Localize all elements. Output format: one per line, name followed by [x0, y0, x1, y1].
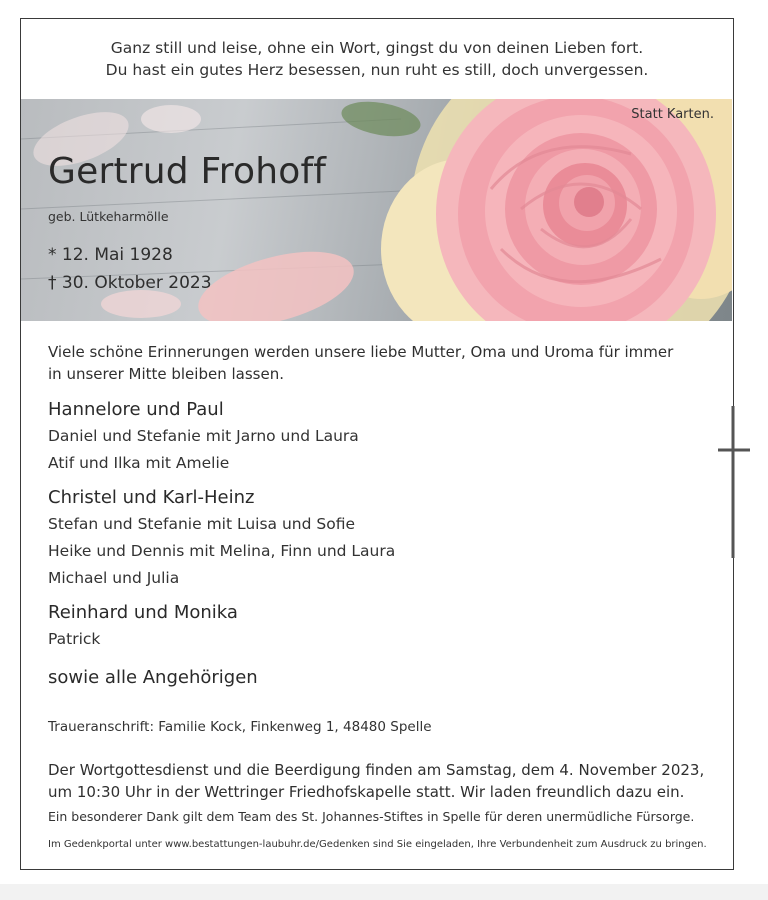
family-member: Patrick	[48, 630, 101, 648]
maiden-name: geb. Lütkeharmölle	[48, 209, 169, 224]
family-member: Michael und Julia	[48, 569, 180, 587]
relatives-line: sowie alle Angehörigen	[48, 667, 258, 688]
poem-line-2: Du hast ein gutes Herz besessen, nun ruht es still, doch unvergessen.	[105, 61, 649, 79]
family-list	[48, 397, 708, 661]
intro-line-1: Viele schöne Erinnerungen werden unsere liebe Mutter, Oma und Uroma für immer	[48, 343, 674, 361]
family-head: Reinhard und Monika	[48, 602, 238, 623]
family-member: Stefan und Stefanie mit Luisa und Sofie	[48, 515, 356, 533]
family-head: Hannelore und Paul	[48, 399, 224, 420]
rose-photo	[21, 99, 732, 321]
service-info	[48, 759, 718, 803]
family-head: Christel und Karl-Heinz	[48, 487, 255, 508]
poem	[21, 37, 733, 81]
family-group	[48, 485, 708, 592]
mourning-address: Traueranschrift: Familie Kock, Finkenweg 1, 48480 Spelle	[48, 719, 432, 735]
memorial-portal-text: Im Gedenkportal unter www.bestattungen-laubuhr.de/Gedenken sind Sie eingeladen, Ihre Verbundenheit zum Ausdruck zu bringen.	[48, 839, 707, 850]
obituary-frame	[20, 18, 734, 870]
death-date: † 30. Oktober 2023	[48, 273, 212, 293]
family-member: Atif und Ilka mit Amelie	[48, 454, 230, 472]
family-group	[48, 600, 708, 653]
family-member: Heike und Dennis mit Melina, Finn und Laura	[48, 542, 396, 560]
family-member: Daniel und Stefanie mit Jarno und Laura	[48, 427, 359, 445]
intro-text	[48, 341, 688, 385]
intro-line-2: in unserer Mitte bleiben lassen.	[48, 365, 284, 383]
cross-icon	[700, 388, 750, 568]
deceased-name: Gertrud Frohoff	[48, 151, 327, 192]
service-line-2: um 10:30 Uhr in der Wettringer Friedhofskapelle statt. Wir laden freundlich dazu ein.	[48, 783, 685, 801]
family-group	[48, 397, 708, 477]
bottom-bar	[0, 884, 768, 900]
poem-line-1: Ganz still und leise, ohne ein Wort, gingst du von deinen Lieben fort.	[110, 39, 644, 57]
thanks-text: Ein besonderer Dank gilt dem Team des St. Johannes-Stiftes in Spelle für deren unermüdliche Fürsorge.	[48, 809, 695, 824]
service-line-1: Der Wortgottesdienst und die Beerdigung finden am Samstag, dem 4. November 2023,	[48, 761, 705, 779]
birth-date: * 12. Mai 1928	[48, 245, 173, 265]
statt-karten-label: Statt Karten.	[631, 107, 714, 122]
